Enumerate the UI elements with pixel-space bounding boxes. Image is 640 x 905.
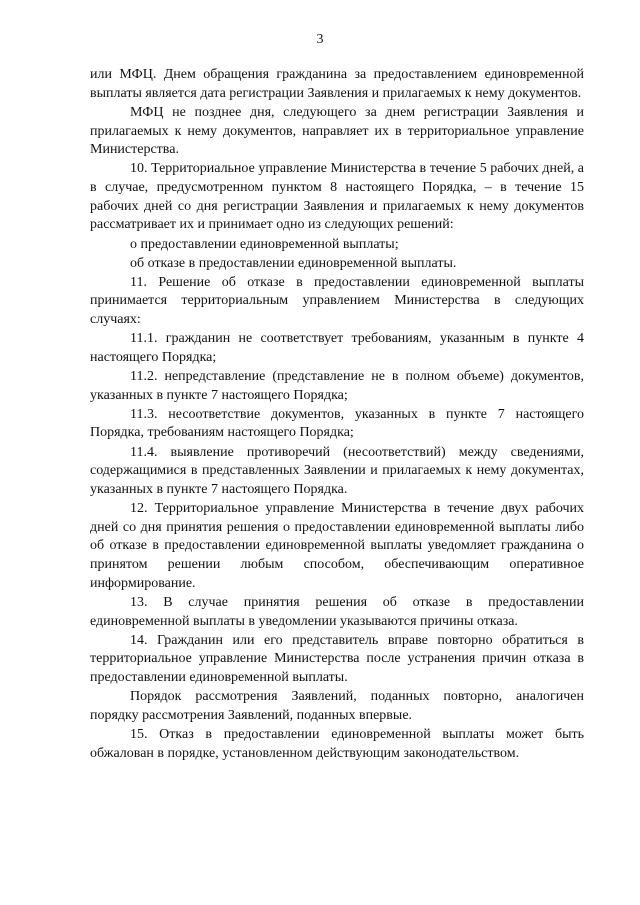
paragraph-12: 12. Территориальное управление Министерства в течение двух рабочих дней со дня принятия решения о предоставлении единовременной выплаты либо об отказе в предоставлении единовременной выплаты уведомляет гражданина о принятом решении любым способом, обеспечивающим оперативное информирование. bbox=[90, 501, 584, 591]
paragraph-11: 11. Решение об отказе в предоставлении единовременной выплаты принимается территориальным управлением Министерства в следующих случаях: bbox=[90, 274, 584, 328]
paragraph-mfc-forwarding: МФЦ не позднее дня, следующего за днем регистрации Заявления и прилагаемых к нему документов, направляет их в территориальное управление Министерства. bbox=[90, 104, 584, 158]
paragraph-11-2: 11.2. непредставление (представление не в полном объеме) документов, указанных в пункте 7 настоящего Порядка; bbox=[90, 368, 584, 403]
paragraph-repeat-procedure: Порядок рассмотрения Заявлений, поданных повторно, аналогичен порядку рассмотрения Заявлений, поданных впервые. bbox=[90, 689, 584, 723]
paragraph-11-1: 11.1. гражданин не соответствует требованиям, указанным в пункте 4 настоящего Порядка; bbox=[90, 331, 584, 365]
paragraph-13: 13. В случае принятия решения об отказе в предоставлении единовременной выплаты в уведомлении указываются причины отказа. bbox=[90, 594, 584, 629]
document-body bbox=[90, 66, 584, 764]
paragraph-14: 14. Гражданин или его представитель вправе повторно обратиться в территориальное управление Министерства после устранения причин отказа в предоставлении единовременной выплаты. bbox=[90, 632, 584, 686]
paragraph-11-4: 11.4. выявление противоречий (несоответствий) между сведениями, содержащимися в представленных Заявлении и прилагаемых к нему документах, указанных в пункте 7 настоящего Порядка. bbox=[90, 444, 584, 497]
paragraph-continuation: или МФЦ. Днем обращения гражданина за предоставлением единовременной выплаты является дата регистрации Заявления и прилагаемых к нему документов. bbox=[90, 67, 584, 101]
decision-option-refusal: об отказе в предоставлении единовременной выплаты. bbox=[130, 255, 457, 271]
paragraph-10: 10. Территориальное управление Министерства в течение 5 рабочих дней, а в случае, предусмотренном пунктом 8 настоящего Порядка, – в течение 15 рабочих дней со дня регистрации Заявления и прилагаемых к нему документов рассматривает их и принимает одно из следующих решений: bbox=[90, 161, 584, 233]
page-number: 3 bbox=[316, 32, 324, 47]
decision-option-grant: о предоставлении единовременной выплаты; bbox=[130, 236, 399, 252]
paragraph-15: 15. Отказ в предоставлении единовременной выплаты может быть обжалован в порядке, установленном действующим законодательством. bbox=[90, 727, 584, 761]
paragraph-11-3: 11.3. несоответствие документов, указанных в пункте 7 настоящего Порядка, требованиям настоящего Порядка; bbox=[90, 406, 584, 441]
